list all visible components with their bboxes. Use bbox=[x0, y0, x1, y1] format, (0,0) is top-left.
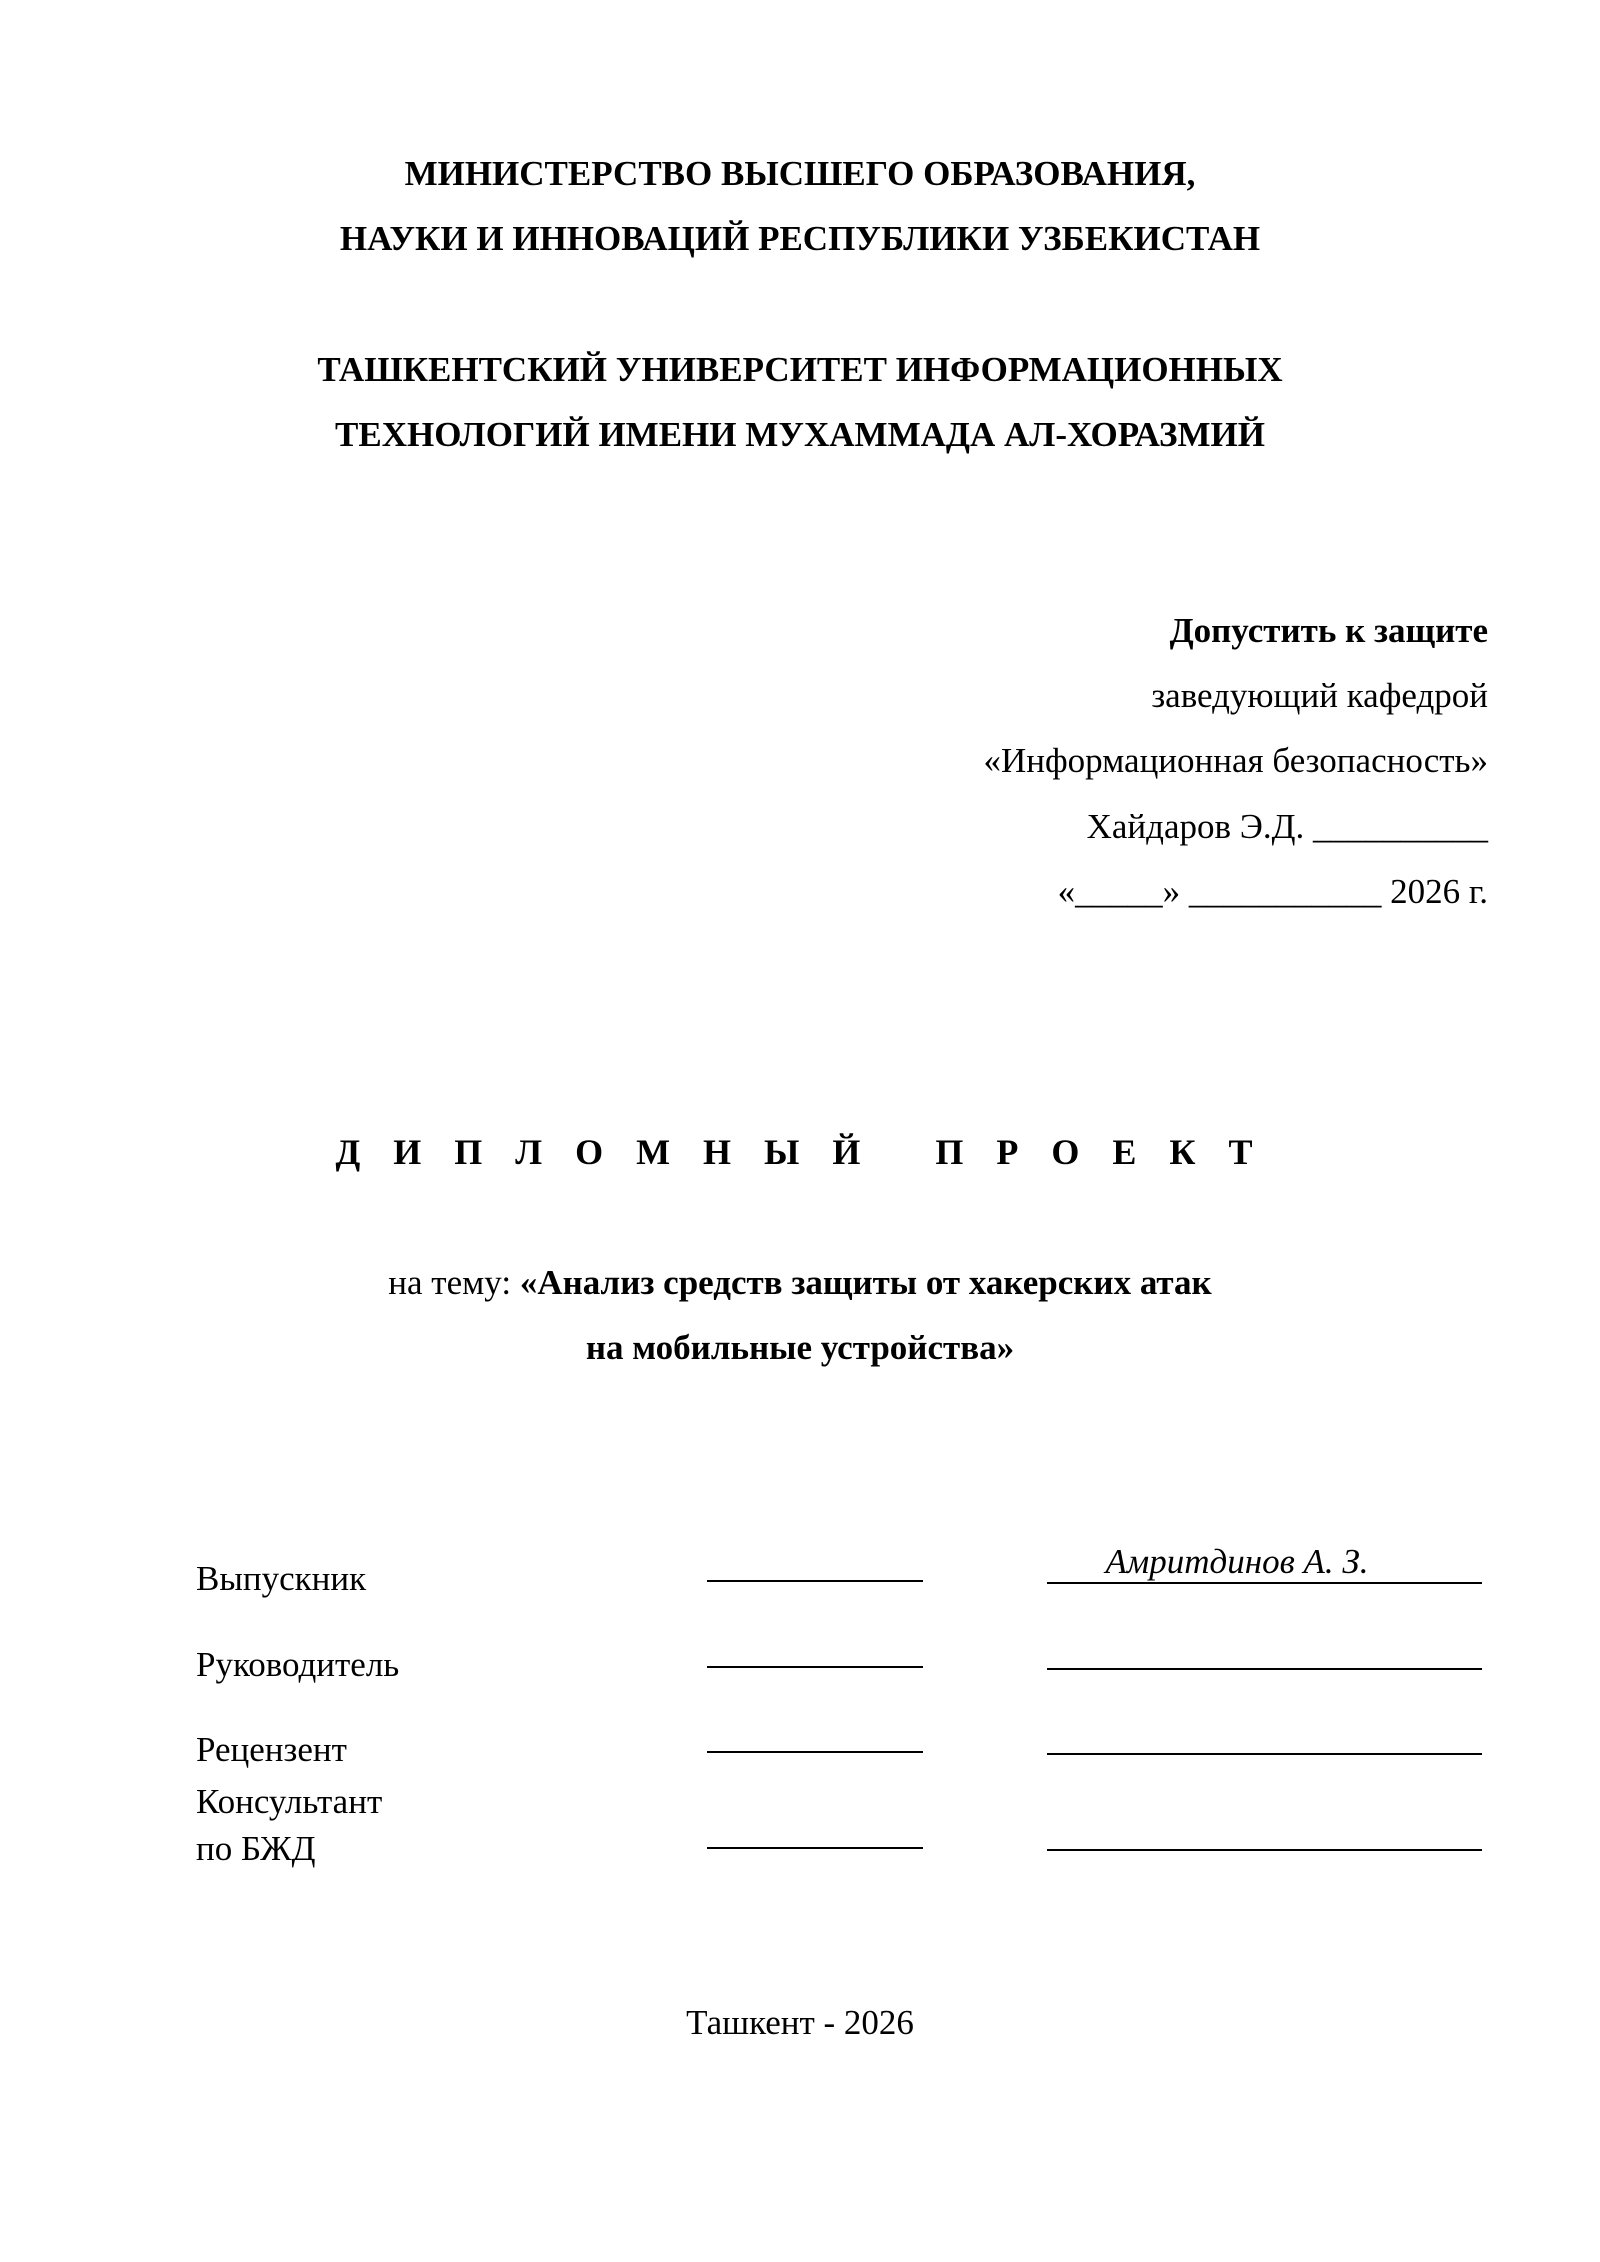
graduate-name: Амритдинов А. З. bbox=[1105, 1542, 1369, 1581]
graduate-name-line bbox=[1047, 1582, 1482, 1584]
consultant-label: Консультант bbox=[196, 1782, 383, 1821]
supervisor-label: Руководитель bbox=[196, 1645, 400, 1684]
approval-position: заведующий кафедрой bbox=[1151, 676, 1488, 715]
consultant-name-line bbox=[1047, 1849, 1482, 1851]
topic-title-1: «Анализ средств защиты от хакерских атак bbox=[519, 1263, 1212, 1302]
topic-prefix: на тему: bbox=[388, 1263, 520, 1302]
supervisor-signature-line bbox=[707, 1666, 923, 1668]
city-year: Ташкент - 2026 bbox=[686, 2003, 914, 2042]
topic-line-2: на мобильные устройства» bbox=[585, 1328, 1015, 1367]
university-line-2: ТЕХНОЛОГИЙ ИМЕНИ МУХАММАДА АЛ-ХОРАЗМИЙ bbox=[335, 415, 1265, 454]
approval-head: Хайдаров Э.Д. __________ bbox=[1086, 807, 1488, 846]
topic-line-1 bbox=[0, 1261, 1600, 1305]
university-line-1: ТАШКЕНТСКИЙ УНИВЕРСИТЕТ ИНФОРМАЦИОННЫХ bbox=[317, 350, 1283, 389]
project-type: Д И П Л О М Н Ы Й П Р О Е К Т bbox=[335, 1132, 1265, 1172]
reviewer-signature-line bbox=[707, 1751, 923, 1753]
approval-department: «Информационная безопасность» bbox=[983, 741, 1488, 780]
graduate-label: Выпускник bbox=[196, 1559, 367, 1598]
consultant-label-2: по БЖД bbox=[196, 1829, 316, 1868]
ministry-line-2: НАУКИ И ИННОВАЦИЙ РЕСПУБЛИКИ УЗБЕКИСТАН bbox=[339, 219, 1261, 258]
approval-title: Допустить к защите bbox=[1169, 611, 1488, 650]
graduate-signature-line bbox=[707, 1580, 923, 1582]
reviewer-name-line bbox=[1047, 1753, 1482, 1755]
ministry-line-1: МИНИСТЕРСТВО ВЫСШЕГО ОБРАЗОВАНИЯ, bbox=[404, 154, 1196, 193]
supervisor-name-line bbox=[1047, 1668, 1482, 1670]
consultant-signature-line bbox=[707, 1847, 923, 1849]
approval-date: «_____» ___________ 2026 г. bbox=[1057, 872, 1488, 911]
reviewer-label: Рецензент bbox=[196, 1730, 347, 1769]
